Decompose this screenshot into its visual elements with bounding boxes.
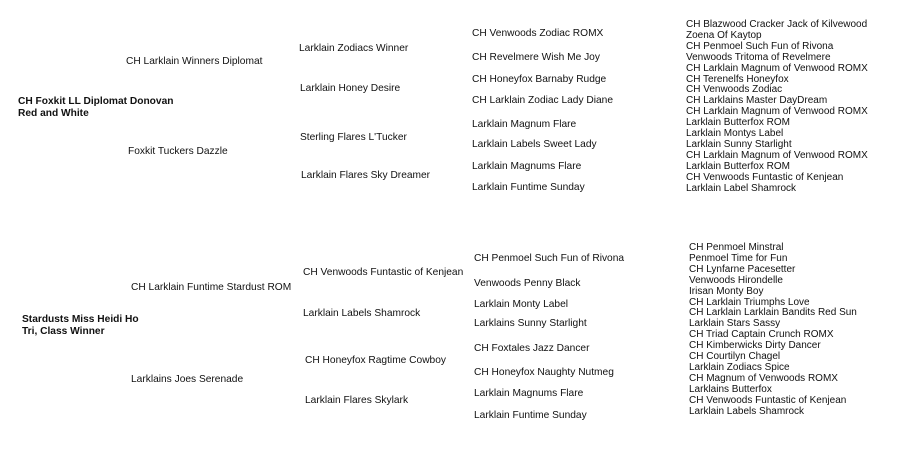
grandparent: Sterling Flares L'Tucker: [300, 132, 407, 143]
ancestor: Irisan Monty Boy: [689, 285, 764, 297]
grandparent: Larklain Flares Sky Dreamer: [301, 170, 431, 181]
ancestor: Penmoel Time for Fun: [689, 252, 788, 264]
ancestor: Zoena Of Kaytop: [686, 29, 762, 41]
ancestor: Larklain Butterfox ROM: [686, 160, 790, 172]
subject-detail: Red and White: [18, 108, 89, 119]
subject-detail: Tri, Class Winner: [22, 326, 105, 337]
ancestor: Larklain Butterfox ROM: [686, 117, 790, 129]
sire: CH Larklain Funtime Stardust ROM: [131, 282, 292, 293]
great-grandparent: Larklain Magnum Flare: [472, 119, 577, 130]
great-grandparent: Larklains Sunny Starlight: [474, 318, 587, 329]
ancestor: CH Larklain Triumphs Love: [689, 296, 810, 308]
ancestor: CH Lynfarne Pacesetter: [689, 263, 796, 275]
great-great-grandparents-bottom: [689, 243, 857, 418]
ancestor: CH Larklain Larklain Bandits Red Sun: [689, 307, 857, 319]
sire: CH Larklain Winners Diplomat: [126, 56, 263, 67]
ancestor: Larklain Montys Label: [686, 128, 784, 140]
ancestor: CH Venwoods Funtastic of Kenjean: [686, 171, 844, 183]
grandparent: Larklain Flares Skylark: [305, 395, 409, 406]
great-grandparent: CH Larklain Zodiac Lady Diane: [472, 95, 613, 106]
great-grandparent: Larklain Magnums Flare: [472, 161, 582, 172]
ancestor: Larklain Zodiacs Spice: [689, 361, 790, 373]
ancestor: CH Triad Captain Crunch ROMX: [689, 329, 834, 341]
ancestor: CH Venwoods Zodiac: [686, 84, 783, 96]
ancestor: Venwoods Tritoma of Revelmere: [686, 51, 831, 63]
great-grandparent: Larklain Funtime Sunday: [472, 182, 585, 193]
great-grandparent: Venwoods Penny Black: [474, 278, 581, 289]
grandparent: CH Honeyfox Ragtime Cowboy: [305, 355, 446, 366]
great-grandparent: CH Venwoods Zodiac ROMX: [472, 28, 604, 39]
grandparent: Larklain Labels Shamrock: [303, 308, 421, 319]
ancestor: CH Larklain Magnum of Venwood ROMX: [686, 149, 868, 161]
ancestor: Larklain Stars Sassy: [689, 318, 781, 330]
great-grandparent: Larklain Labels Sweet Lady: [472, 139, 597, 150]
ancestor: Larklain Label Shamrock: [686, 182, 797, 194]
grandparent: CH Venwoods Funtastic of Kenjean: [303, 267, 464, 278]
subject-name: CH Foxkit LL Diplomat Donovan: [18, 96, 174, 107]
great-grandparent: CH Honeyfox Barnaby Rudge: [472, 74, 607, 85]
ancestor: CH Magnum of Venwoods ROMX: [689, 372, 838, 384]
great-grandparent: CH Revelmere Wish Me Joy: [472, 52, 600, 63]
ancestor: CH Penmoel Minstral: [689, 242, 784, 253]
great-grandparent: CH Honeyfox Naughty Nutmeg: [474, 367, 614, 378]
ancestor: Larklains Butterfox: [689, 383, 772, 395]
ancestor: CH Venwoods Funtastic of Kenjean: [689, 394, 847, 406]
grandparent: Larklain Honey Desire: [300, 83, 401, 94]
ancestor: CH Kimberwicks Dirty Dancer: [689, 340, 821, 352]
great-grandparent: Larklain Funtime Sunday: [474, 410, 587, 421]
great-grandparent: CH Foxtales Jazz Dancer: [474, 343, 590, 354]
subject-name: Stardusts Miss Heidi Ho: [22, 314, 139, 325]
ancestor: CH Larklains Master DayDream: [686, 95, 828, 107]
ancestor: CH Terenelfs Honeyfox: [686, 73, 789, 85]
dam: Larklains Joes Serenade: [131, 374, 244, 385]
ancestor: CH Larklain Magnum of Venwood ROMX: [686, 106, 868, 118]
grandparent: Larklain Zodiacs Winner: [299, 43, 409, 54]
ancestor: Venwoods Hirondelle: [689, 274, 783, 286]
ancestor: Larklain Labels Shamrock: [689, 405, 805, 417]
ancestor: CH Penmoel Such Fun of Rivona: [686, 40, 834, 52]
great-grandparent: Larklain Magnums Flare: [474, 388, 584, 399]
ancestor: Larklain Sunny Starlight: [686, 138, 792, 150]
dam: Foxkit Tuckers Dazzle: [128, 146, 228, 157]
great-grandparent: CH Penmoel Such Fun of Rivona: [474, 253, 625, 264]
ancestor: CH Blazwood Cracker Jack of Kilvewood: [686, 19, 868, 30]
ancestor: CH Courtilyn Chagel: [689, 351, 781, 363]
great-great-grandparents-top: [686, 20, 868, 195]
ancestor: CH Larklain Magnum of Venwood ROMX: [686, 62, 868, 74]
great-grandparent: Larklain Monty Label: [474, 299, 569, 310]
